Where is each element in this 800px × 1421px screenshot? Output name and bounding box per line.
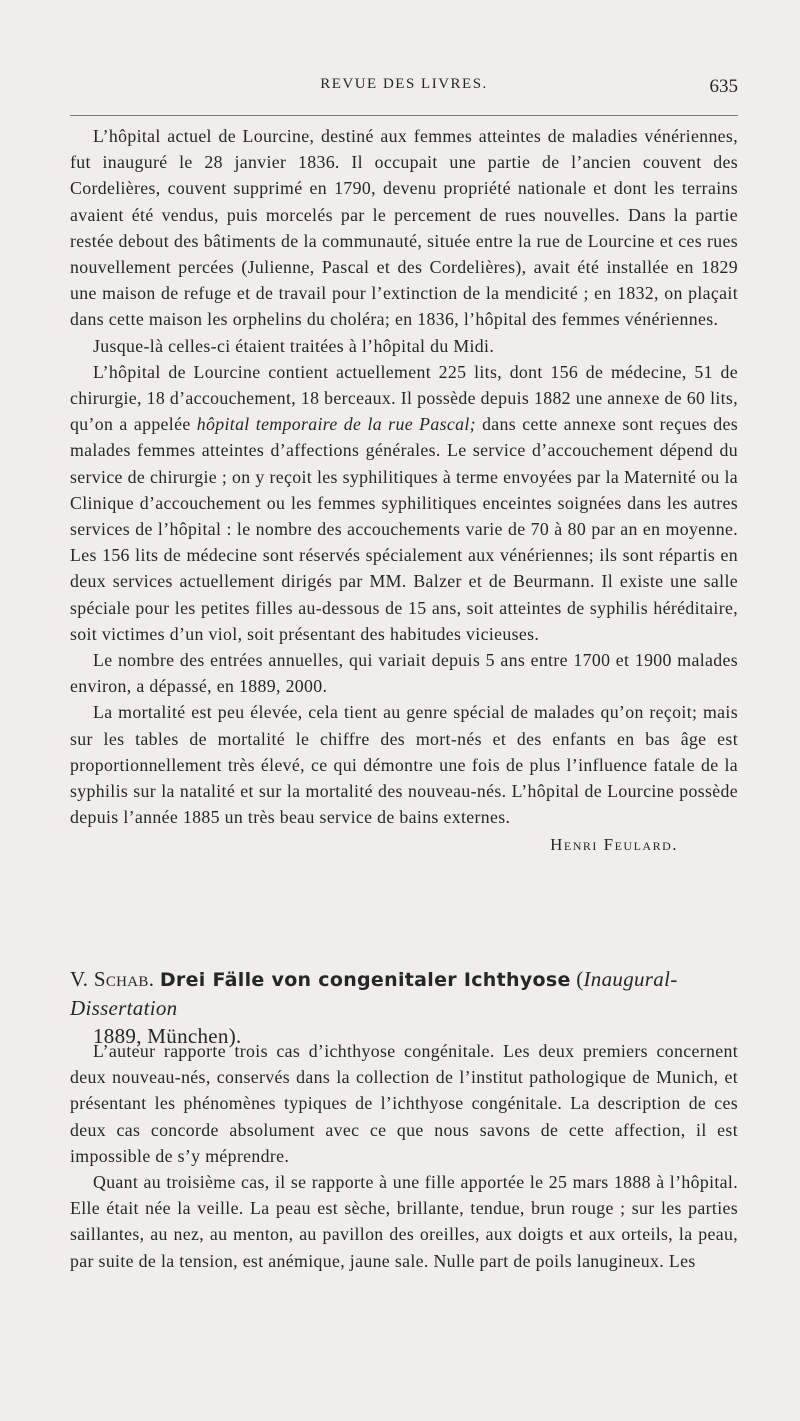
open-paren: ( (576, 967, 584, 991)
review-author: Schab. (93, 967, 155, 991)
review-title: Drei Fälle von congenitaler Ichthyose (159, 969, 571, 991)
paragraph: L’auteur rapporte trois cas d’ichthyose congénitale. Les deux premiers concernent deux nouveau-nés, conservés dans la collection de l’institut pathologique de Munich, et présentant les phénomènes typiques de l’ichthyose congénitale. La description de ces deux cas concorde absolument avec ce que nous savons de cette affection, il est impossible de s’y méprendre. (70, 1041, 738, 1166)
paragraph: Le nombre des entrées annuelles, qui variait depuis 5 ans entre 1700 et 1900 malades environ, a dépassé, en 1889, 2000. (70, 650, 738, 697)
paragraph: L’hôpital actuel de Lourcine, destiné aux femmes atteintes de maladies vénériennes, fut inauguré le 28 janvier 1836. Il occupait une partie de l’ancien couvent des Cordelières, couvent supprimé en 1790, devenu propriété nationale et dont les terrains avaient été vendus, puis morcelés par le percement de rues nouvelles. Dans la partie restée debout des bâtiments de la communauté, située entre la rue de Lourcine et ces rues nouvellement percées (Julienne, Pascal et des Cordelières), avait été installée en 1829 une maison de refuge et de travail pour l’extinction de la mendicité ; en 1832, on plaçait dans cette maison les orphelins du choléra; en 1836, l’hôpital des femmes vénériennes. (70, 126, 738, 330)
page-header (70, 76, 738, 100)
paragraph: Jusque-là celles-ci étaient traitées à l’hôpital du Midi. (93, 335, 495, 356)
header-rule (70, 115, 738, 116)
review-numeral: V. (70, 967, 89, 991)
review-body (70, 1038, 738, 1274)
review-source: Inaugural-Dissertation (70, 967, 678, 1020)
page-number: 635 (709, 76, 738, 97)
author-signature: Henri Feulard. (550, 835, 678, 855)
paragraph: La mortalité est peu élevée, cela tient au genre spécial de malades qu’on reçoit; mais sur les tables de mortalité le chiffre des mort-nés et des enfants en bas âge est proportionnellement très élevé, ce qui démontre une fois de plus l’influence fatale de la syphilis sur la natalité et sur la mortalité des nouveau-nés. L’hôpital de Lourcine possède depuis l’année 1885 un très beau service de bains externes. (70, 702, 738, 828)
running-title: REVUE DES LIVRES. (320, 76, 488, 92)
italic-text: hôpital temporaire de la rue Pascal; (196, 414, 476, 435)
article-lourcine (70, 123, 738, 859)
review-source-details: 1889, München). (93, 1024, 242, 1048)
paragraph (70, 359, 738, 647)
text-run: L’hôpital de Lourcine contient actuellement 225 lits, dont 156 de médecine, 51 de chirurgie, 18 d’accouchement, 18 berceaux. Il possède depuis 1882 une annexe de 60 lits, qu’on a appelée (70, 361, 738, 435)
paragraph: Quant au troisième cas, il se rapporte à une fille apportée le 25 mars 1888 à l’hôpital. Elle était née la veille. La peau est sèche, brillante, tendue, brun rouge ; sur les parties saillantes, au nez, au menton, au pavillon des oreilles, aux doigts et aux orteils, la peau, par suite de la tension, est anémique, jaune sale. Nulle part de poils lanugineux. Les (70, 1172, 738, 1271)
text-run: dans cette annexe sont reçues des malades femmes atteintes d’affections générales. Le service d’accouchement dépend du service de chirurgie ; on y reçoit les syphilitiques à terme envoyées par la Maternité ou la Clinique d’accouchement ou les femmes syphilitiques enceintes soignées dans les autres services de l’hôpital : le nombre des accouchements varie de 70 à 80 par an en moyenne. Les 156 lits de médecine sont réservés spécialement aux vénériennes; ils sont répartis en deux services actuellement dirigés par MM. Balzer et de Beurmann. Il existe une salle spéciale pour les petites filles au-dessous de 15 ans, soit atteintes de syphilis héréditaire, soit victimes d’un viol, soit présentant des habitudes vicieuses. (70, 414, 739, 644)
